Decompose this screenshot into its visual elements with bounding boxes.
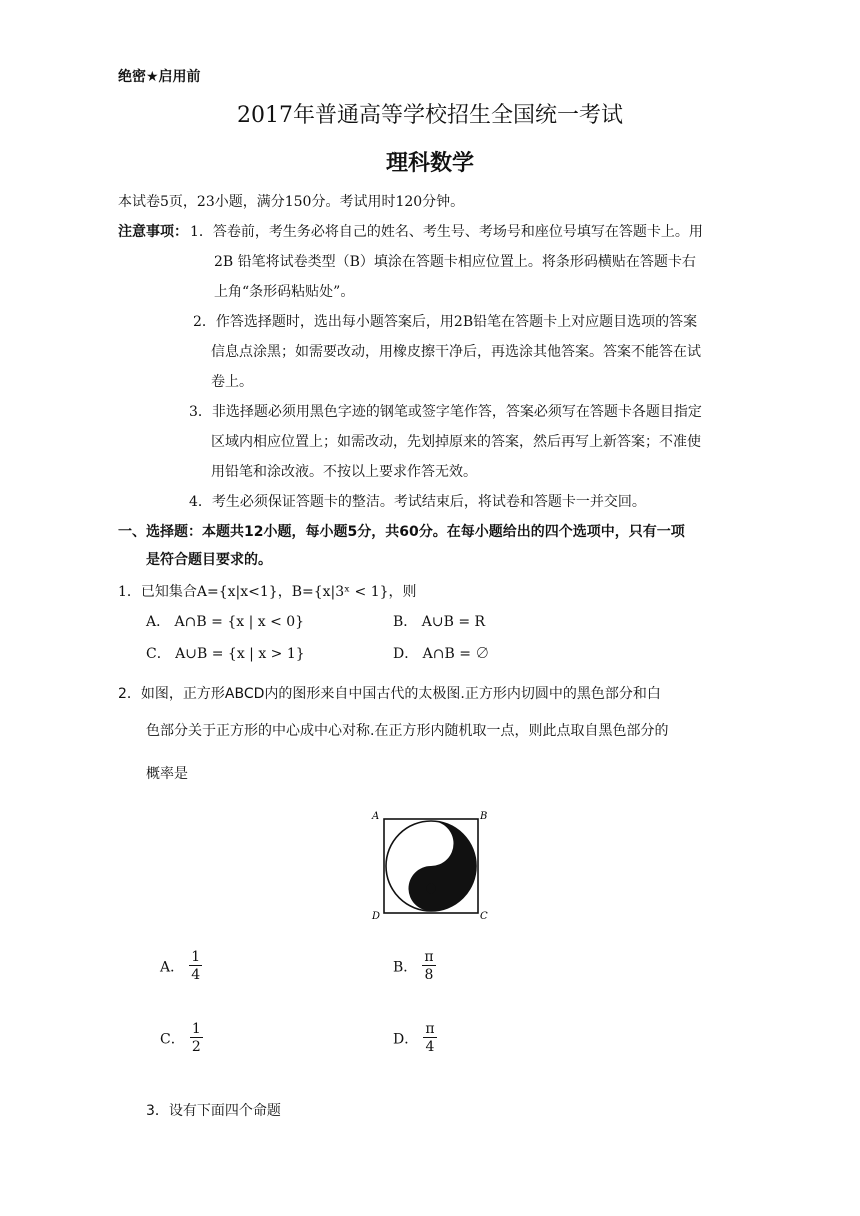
option-b-fraction (422, 950, 435, 984)
option-a-numerator: 1 (191, 949, 201, 965)
note-1-line-2: 2B 铅笔将试卷类型（B）填涂在答题卡相应位置上。将条形码横贴在答题卡右 (214, 254, 696, 270)
question-1-option-b: B． A∪B = R (393, 614, 486, 630)
figure-label-a: A (372, 811, 380, 822)
option-d-fraction (423, 1022, 436, 1056)
option-b-denominator: 8 (422, 965, 435, 983)
note-1-line-1: 1．答卷前，考生务必将自己的姓名、考生号、考场号和座位号填写在答题卡上。用 (190, 224, 703, 240)
question-1-option-c: C． A∪B = {x | x > 1} (146, 646, 305, 662)
question-2-line-2: 色部分关于正方形的中心成中心对称.在正方形内随机取一点，则此点取自黑色部分的 (146, 723, 669, 739)
option-c-letter: C． (160, 1031, 185, 1048)
note-3-line-2: 区域内相应位置上；如需改动，先划掉原来的答案，然后再写上新答案；不准使 (211, 434, 701, 450)
note-2-line-1: 2．作答选择题时，选出每小题答案后，用2B铅笔在答题卡上对应题目选项的答案 (193, 314, 698, 330)
question-1-option-d: D． A∩B = ∅ (393, 646, 490, 662)
note-3-line-3: 用铅笔和涂改液。不按以上要求作答无效。 (211, 464, 477, 480)
taiji-figure (368, 808, 492, 922)
figure-label-b: B (480, 811, 488, 822)
question-2-line-3: 概率是 (146, 766, 188, 782)
question-3-stem: 3．设有下面四个命题 (146, 1103, 281, 1119)
section-heading-line-2: 是符合题目要求的。 (146, 552, 272, 568)
note-4-line-1: 4．考生必须保证答题卡的整洁。考试结束后，将试卷和答题卡一并交回。 (189, 494, 646, 510)
note-2-line-2: 信息点涂黑；如需要改动，用橡皮擦干净后，再选涂其他答案。答案不能答在试 (211, 344, 701, 360)
confidential-label: 绝密★启用前 (118, 69, 201, 85)
note-1-line-3: 上角“条形码粘贴处”。 (214, 284, 355, 300)
note-3-line-1: 3．非选择题必须用黑色字迹的钢笔或签字笔作答，答案必须写在答题卡各题目指定 (189, 404, 702, 420)
question-2-option-c (160, 1022, 203, 1056)
option-b-letter: B． (393, 959, 418, 976)
section-heading-line-1: 一、选择题：本题共12小题，每小题5分，共60分。在每小题给出的四个选项中，只有一项 (118, 524, 685, 540)
exam-title: 2017年普通高等学校招生全国统一考试 (237, 103, 623, 128)
question-2-option-b (393, 950, 436, 984)
option-c-numerator: 1 (191, 1021, 201, 1037)
option-d-denominator: 4 (423, 1037, 436, 1055)
intro-text: 本试卷5页，23小题，满分150分。考试用时120分钟。 (118, 194, 465, 210)
question-2-option-a (160, 950, 202, 984)
option-d-letter: D． (393, 1031, 419, 1048)
option-c-fraction (190, 1022, 203, 1056)
figure-label-d: D (372, 911, 381, 922)
note-2-line-3: 卷上。 (211, 374, 253, 390)
figure-label-c: C (480, 911, 488, 922)
option-a-denominator: 4 (191, 967, 201, 984)
option-c-denominator: 2 (191, 1039, 201, 1056)
option-d-numerator: π (425, 1021, 435, 1037)
question-2-option-d (393, 1022, 437, 1056)
option-b-numerator: π (424, 949, 434, 965)
option-a-letter: A． (160, 959, 185, 976)
option-a-fraction (189, 950, 202, 984)
question-1-stem: 1．已知集合A={x|x<1}，B={x|3ˣ < 1}，则 (118, 584, 417, 600)
notes-label: 注意事项： (118, 224, 188, 240)
question-2-line-1: 2．如图，正方形ABCD内的图形来自中国古代的太极图.正方形内切圆中的黑色部分和白 (118, 686, 661, 702)
subject-title: 理科数学 (385, 151, 474, 176)
question-1-option-a: A． A∩B = {x | x < 0} (146, 614, 305, 630)
